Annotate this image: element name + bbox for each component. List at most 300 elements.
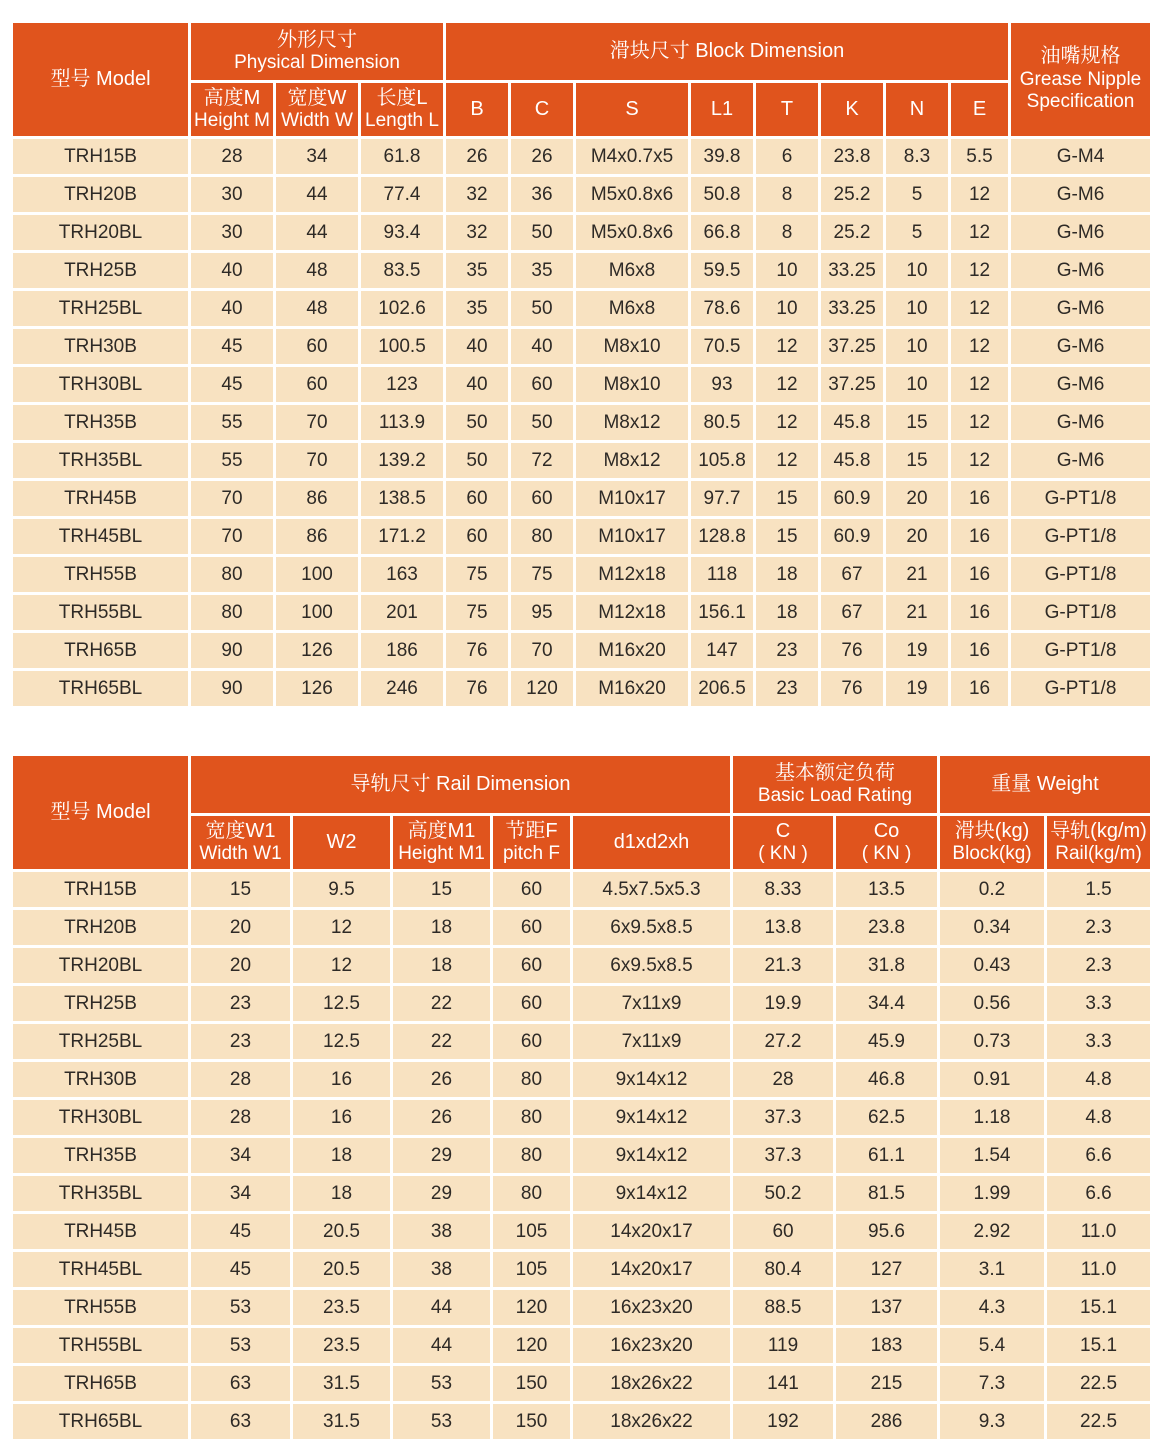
value-cell: 120 — [510, 670, 575, 708]
value-cell: 30 — [190, 214, 275, 252]
model-cell: TRH35B — [12, 1137, 190, 1175]
value-cell: 80 — [190, 594, 275, 632]
th-b — [445, 82, 510, 138]
model-cell: TRH30BL — [12, 366, 190, 404]
value-cell: 80 — [190, 556, 275, 594]
value-cell: 60 — [492, 1023, 572, 1061]
value-cell: 60 — [492, 985, 572, 1023]
value-cell: 90 — [190, 632, 275, 670]
value-cell: 8 — [755, 214, 820, 252]
value-cell: 34.4 — [835, 985, 939, 1023]
value-cell: 119 — [732, 1327, 835, 1365]
value-cell: 27.2 — [732, 1023, 835, 1061]
weight-label: 重量 Weight — [991, 772, 1099, 795]
value-cell: 33.25 — [820, 252, 885, 290]
value-cell: 22 — [392, 985, 492, 1023]
d1xd2xh-label: d1xd2xh — [613, 830, 690, 853]
value-cell: 12 — [950, 176, 1010, 214]
value-cell: 0.91 — [939, 1061, 1046, 1099]
value-cell: 28 — [190, 138, 275, 176]
value-cell: 20 — [885, 518, 950, 556]
value-cell: 16 — [950, 480, 1010, 518]
value-cell: 4.8 — [1046, 1099, 1152, 1137]
value-cell: 32 — [445, 214, 510, 252]
table-row — [12, 290, 1152, 328]
value-cell: 12 — [950, 252, 1010, 290]
value-cell: 23.8 — [820, 138, 885, 176]
value-cell: M6x8 — [575, 290, 690, 328]
model-cell: TRH25BL — [12, 1023, 190, 1061]
value-cell: 6x9.5x8.5 — [572, 947, 732, 985]
table-row — [12, 252, 1152, 290]
value-cell: 139.2 — [360, 442, 445, 480]
co-kn-label-en: ( KN ) — [861, 843, 912, 865]
c-kn-label-zh: C — [775, 819, 791, 842]
table-row — [12, 1251, 1152, 1289]
value-cell: 23.5 — [292, 1289, 392, 1327]
value-cell: 10 — [885, 366, 950, 404]
k-label: K — [845, 97, 859, 120]
value-cell: 95 — [510, 594, 575, 632]
th-l1 — [690, 82, 755, 138]
value-cell: 23.5 — [292, 1327, 392, 1365]
model-cell: TRH20B — [12, 176, 190, 214]
value-cell: 76 — [820, 670, 885, 708]
model-cell: TRH15B — [12, 871, 190, 909]
value-cell: 11.0 — [1046, 1251, 1152, 1289]
value-cell: 21.3 — [732, 947, 835, 985]
value-cell: 3.3 — [1046, 1023, 1152, 1061]
value-cell: 93 — [690, 366, 755, 404]
th-n — [885, 82, 950, 138]
value-cell: 12 — [950, 328, 1010, 366]
value-cell: 45 — [190, 1213, 292, 1251]
value-cell: 37.3 — [732, 1099, 835, 1137]
value-cell: 16 — [292, 1061, 392, 1099]
value-cell: 53 — [392, 1365, 492, 1403]
table1-header — [12, 22, 1152, 138]
model-cell: TRH25B — [12, 252, 190, 290]
th-model — [12, 22, 190, 138]
value-cell: 31.5 — [292, 1365, 392, 1403]
table2-body — [12, 871, 1152, 1441]
value-cell: 6.6 — [1046, 1137, 1152, 1175]
value-cell: 38 — [392, 1213, 492, 1251]
value-cell: 12 — [755, 404, 820, 442]
model-cell: TRH45BL — [12, 1251, 190, 1289]
block-kg-label-zh: 滑块(kg) — [954, 819, 1030, 842]
table-row — [12, 176, 1152, 214]
value-cell: 48 — [275, 252, 360, 290]
model-cell: TRH45BL — [12, 518, 190, 556]
w2-label: W2 — [326, 830, 357, 853]
value-cell: 105.8 — [690, 442, 755, 480]
value-cell: M16x20 — [575, 632, 690, 670]
value-cell: 23 — [190, 985, 292, 1023]
table-row — [12, 404, 1152, 442]
value-cell: 147 — [690, 632, 755, 670]
value-cell: M10x17 — [575, 480, 690, 518]
value-cell: 0.56 — [939, 985, 1046, 1023]
value-cell: 44 — [392, 1327, 492, 1365]
value-cell: 80 — [510, 518, 575, 556]
height-m1-label-en: Height M1 — [398, 843, 485, 865]
value-cell: G-PT1/8 — [1010, 632, 1152, 670]
value-cell: 20 — [190, 909, 292, 947]
value-cell: 206.5 — [690, 670, 755, 708]
value-cell: 81.5 — [835, 1175, 939, 1213]
value-cell: 105 — [492, 1213, 572, 1251]
value-cell: M4x0.7x5 — [575, 138, 690, 176]
value-cell: 9x14x12 — [572, 1061, 732, 1099]
value-cell: 50.8 — [690, 176, 755, 214]
value-cell: 35 — [445, 290, 510, 328]
value-cell: 46.8 — [835, 1061, 939, 1099]
model-cell: TRH20B — [12, 909, 190, 947]
value-cell: 70 — [190, 518, 275, 556]
value-cell: 156.1 — [690, 594, 755, 632]
value-cell: 9x14x12 — [572, 1175, 732, 1213]
value-cell: 6x9.5x8.5 — [572, 909, 732, 947]
value-cell: 10 — [755, 290, 820, 328]
value-cell: 127 — [835, 1251, 939, 1289]
value-cell: 16 — [950, 632, 1010, 670]
value-cell: 12 — [950, 404, 1010, 442]
value-cell: 83.5 — [360, 252, 445, 290]
value-cell: 40 — [445, 328, 510, 366]
value-cell: 53 — [190, 1327, 292, 1365]
th-physical-dimension — [190, 22, 445, 82]
value-cell: 77.4 — [360, 176, 445, 214]
grease-label-en2: Specification — [1026, 91, 1135, 113]
height-m1-label-zh: 高度M1 — [407, 819, 476, 842]
value-cell: 22.5 — [1046, 1365, 1152, 1403]
value-cell: 11.0 — [1046, 1213, 1152, 1251]
value-cell: 0.2 — [939, 871, 1046, 909]
value-cell: 29 — [392, 1137, 492, 1175]
value-cell: 97.7 — [690, 480, 755, 518]
value-cell: 16x23x20 — [572, 1289, 732, 1327]
th-d1xd2xh — [572, 815, 732, 871]
table-row — [12, 1023, 1152, 1061]
model-cell: TRH45B — [12, 1213, 190, 1251]
value-cell: 26 — [392, 1099, 492, 1137]
value-cell: 105 — [492, 1251, 572, 1289]
value-cell: G-M6 — [1010, 214, 1152, 252]
rail-kgm-label-en: Rail(kg/m) — [1055, 843, 1142, 865]
value-cell: 25.2 — [820, 176, 885, 214]
model-cell: TRH65B — [12, 1365, 190, 1403]
value-cell: 4.8 — [1046, 1061, 1152, 1099]
value-cell: 80 — [492, 1061, 572, 1099]
value-cell: 53 — [190, 1289, 292, 1327]
value-cell: G-M6 — [1010, 176, 1152, 214]
model-cell: TRH20BL — [12, 947, 190, 985]
th-width-w — [275, 82, 360, 138]
th-grease-nipple — [1010, 22, 1152, 138]
value-cell: 26 — [392, 1061, 492, 1099]
table-row — [12, 1213, 1152, 1251]
value-cell: 60 — [492, 909, 572, 947]
model-cell: TRH15B — [12, 138, 190, 176]
value-cell: 40 — [445, 366, 510, 404]
value-cell: 15.1 — [1046, 1289, 1152, 1327]
th-k — [820, 82, 885, 138]
grease-label-zh: 油嘴规格 — [1040, 45, 1121, 68]
value-cell: 25.2 — [820, 214, 885, 252]
value-cell: 60 — [732, 1213, 835, 1251]
value-cell: 80.5 — [690, 404, 755, 442]
value-cell: 12 — [950, 442, 1010, 480]
value-cell: 40 — [510, 328, 575, 366]
value-cell: 1.18 — [939, 1099, 1046, 1137]
value-cell: 45.8 — [820, 404, 885, 442]
th-basic-load-rating — [732, 755, 939, 815]
table-gap — [10, 709, 1150, 753]
value-cell: 48 — [275, 290, 360, 328]
value-cell: M6x8 — [575, 252, 690, 290]
value-cell: 34 — [275, 138, 360, 176]
value-cell: 16 — [950, 670, 1010, 708]
value-cell: 2.3 — [1046, 909, 1152, 947]
value-cell: 33.25 — [820, 290, 885, 328]
model-cell: TRH55B — [12, 556, 190, 594]
value-cell: 70 — [510, 632, 575, 670]
value-cell: M12x18 — [575, 594, 690, 632]
value-cell: 18 — [292, 1175, 392, 1213]
value-cell: M8x10 — [575, 366, 690, 404]
th-c-kn — [732, 815, 835, 871]
table-row — [12, 1099, 1152, 1137]
value-cell: 15 — [755, 518, 820, 556]
th-e — [950, 82, 1010, 138]
value-cell: 171.2 — [360, 518, 445, 556]
value-cell: G-M6 — [1010, 290, 1152, 328]
value-cell: 50 — [510, 404, 575, 442]
value-cell: G-PT1/8 — [1010, 594, 1152, 632]
value-cell: 40 — [190, 290, 275, 328]
value-cell: G-M6 — [1010, 252, 1152, 290]
value-cell: 44 — [392, 1289, 492, 1327]
value-cell: 113.9 — [360, 404, 445, 442]
value-cell: G-PT1/8 — [1010, 670, 1152, 708]
value-cell: 45 — [190, 1251, 292, 1289]
model-cell: TRH30B — [12, 1061, 190, 1099]
model-cell: TRH25B — [12, 985, 190, 1023]
value-cell: 192 — [732, 1403, 835, 1441]
value-cell: 60 — [275, 366, 360, 404]
physical-dimension-label-zh: 外形尺寸 — [277, 28, 357, 51]
value-cell: 15 — [392, 871, 492, 909]
value-cell: G-M6 — [1010, 404, 1152, 442]
table-row — [12, 1289, 1152, 1327]
value-cell: 120 — [492, 1327, 572, 1365]
value-cell: 70 — [190, 480, 275, 518]
rail-dimension-label: 导轨尺寸 Rail Dimension — [350, 772, 571, 795]
value-cell: 120 — [492, 1289, 572, 1327]
value-cell: 6.6 — [1046, 1175, 1152, 1213]
value-cell: M5x0.8x6 — [575, 214, 690, 252]
value-cell: 5 — [885, 176, 950, 214]
value-cell: 95.6 — [835, 1213, 939, 1251]
model-cell: TRH25BL — [12, 290, 190, 328]
model-cell: TRH65BL — [12, 670, 190, 708]
value-cell: 150 — [492, 1403, 572, 1441]
value-cell: 126 — [275, 670, 360, 708]
value-cell: 163 — [360, 556, 445, 594]
value-cell: 39.8 — [690, 138, 755, 176]
table-row — [12, 632, 1152, 670]
value-cell: 19.9 — [732, 985, 835, 1023]
value-cell: 10 — [885, 252, 950, 290]
value-cell: 7x11x9 — [572, 1023, 732, 1061]
value-cell: 75 — [510, 556, 575, 594]
value-cell: 286 — [835, 1403, 939, 1441]
value-cell: 4.5x7.5x5.3 — [572, 871, 732, 909]
value-cell: 18 — [755, 556, 820, 594]
th-s — [575, 82, 690, 138]
th-block-kg — [939, 815, 1046, 871]
value-cell: M12x18 — [575, 556, 690, 594]
value-cell: 30 — [190, 176, 275, 214]
table-row — [12, 871, 1152, 909]
value-cell: 32 — [445, 176, 510, 214]
th-model-2 — [12, 755, 190, 871]
th-co-kn — [835, 815, 939, 871]
table-row — [12, 947, 1152, 985]
value-cell: 12 — [292, 947, 392, 985]
value-cell: 80 — [492, 1099, 572, 1137]
model-cell: TRH30BL — [12, 1099, 190, 1137]
value-cell: 45 — [190, 366, 275, 404]
value-cell: 123 — [360, 366, 445, 404]
model-cell: TRH55BL — [12, 1327, 190, 1365]
value-cell: 0.34 — [939, 909, 1046, 947]
value-cell: 44 — [275, 214, 360, 252]
value-cell: 126 — [275, 632, 360, 670]
value-cell: 67 — [820, 594, 885, 632]
value-cell: 15 — [885, 404, 950, 442]
value-cell: 75 — [445, 594, 510, 632]
value-cell: 13.5 — [835, 871, 939, 909]
value-cell: 29 — [392, 1175, 492, 1213]
value-cell: 20 — [190, 947, 292, 985]
value-cell: 80 — [492, 1137, 572, 1175]
value-cell: 20 — [885, 480, 950, 518]
value-cell: 35 — [510, 252, 575, 290]
value-cell: 59.5 — [690, 252, 755, 290]
value-cell: G-PT1/8 — [1010, 556, 1152, 594]
th-width-w1 — [190, 815, 292, 871]
value-cell: 34 — [190, 1175, 292, 1213]
value-cell: 1.5 — [1046, 871, 1152, 909]
table-row — [12, 1403, 1152, 1441]
value-cell: 14x20x17 — [572, 1213, 732, 1251]
value-cell: 2.92 — [939, 1213, 1046, 1251]
value-cell: 60 — [510, 480, 575, 518]
value-cell: 16 — [292, 1099, 392, 1137]
t-label: T — [780, 97, 794, 120]
table-row — [12, 909, 1152, 947]
value-cell: 31.5 — [292, 1403, 392, 1441]
model-cell: TRH45B — [12, 480, 190, 518]
width-w1-label-en: Width W1 — [199, 843, 282, 865]
th-height-m1 — [392, 815, 492, 871]
value-cell: 18x26x22 — [572, 1365, 732, 1403]
value-cell: 137 — [835, 1289, 939, 1327]
value-cell: 118 — [690, 556, 755, 594]
value-cell: G-M4 — [1010, 138, 1152, 176]
value-cell: 150 — [492, 1365, 572, 1403]
value-cell: 44 — [275, 176, 360, 214]
table-row — [12, 556, 1152, 594]
value-cell: 60 — [492, 871, 572, 909]
value-cell: 36 — [510, 176, 575, 214]
table-row — [12, 1327, 1152, 1365]
value-cell: 37.25 — [820, 366, 885, 404]
pitch-f-label-en: pitch F — [502, 843, 561, 865]
value-cell: 19 — [885, 632, 950, 670]
value-cell: 138.5 — [360, 480, 445, 518]
value-cell: 28 — [190, 1061, 292, 1099]
physical-dimension-label-en: Physical Dimension — [234, 52, 400, 74]
width-w-label-zh: 宽度W — [287, 86, 347, 109]
th-w2 — [292, 815, 392, 871]
model-cell: TRH30B — [12, 328, 190, 366]
value-cell: 12.5 — [292, 1023, 392, 1061]
value-cell: 93.4 — [360, 214, 445, 252]
value-cell: 37.3 — [732, 1137, 835, 1175]
value-cell: G-M6 — [1010, 442, 1152, 480]
value-cell: 6 — [755, 138, 820, 176]
value-cell: 78.6 — [690, 290, 755, 328]
block-kg-label-en: Block(kg) — [952, 843, 1032, 865]
th-block-dimension — [445, 22, 1010, 82]
value-cell: G-M6 — [1010, 366, 1152, 404]
value-cell: 18 — [292, 1137, 392, 1175]
value-cell: 18 — [755, 594, 820, 632]
value-cell: 10 — [755, 252, 820, 290]
height-m-label-en: Height M — [193, 110, 271, 132]
value-cell: 141 — [732, 1365, 835, 1403]
value-cell: 40 — [190, 252, 275, 290]
value-cell: 60.9 — [820, 518, 885, 556]
table-row — [12, 328, 1152, 366]
value-cell: 16 — [950, 556, 1010, 594]
table-row — [12, 518, 1152, 556]
value-cell: 21 — [885, 594, 950, 632]
value-cell: G-PT1/8 — [1010, 518, 1152, 556]
value-cell: 72 — [510, 442, 575, 480]
th-t — [755, 82, 820, 138]
value-cell: 100 — [275, 556, 360, 594]
e-label: E — [972, 97, 987, 120]
value-cell: 50 — [445, 404, 510, 442]
value-cell: 12 — [950, 290, 1010, 328]
value-cell: 8.33 — [732, 871, 835, 909]
value-cell: 38 — [392, 1251, 492, 1289]
value-cell: 60 — [445, 518, 510, 556]
model-cell: TRH65B — [12, 632, 190, 670]
value-cell: M8x12 — [575, 442, 690, 480]
value-cell: 76 — [445, 670, 510, 708]
height-m-label-zh: 高度M — [203, 86, 261, 109]
value-cell: 26 — [445, 138, 510, 176]
b-label: B — [470, 97, 484, 120]
value-cell: 186 — [360, 632, 445, 670]
model-cell: TRH55B — [12, 1289, 190, 1327]
table-row — [12, 594, 1152, 632]
